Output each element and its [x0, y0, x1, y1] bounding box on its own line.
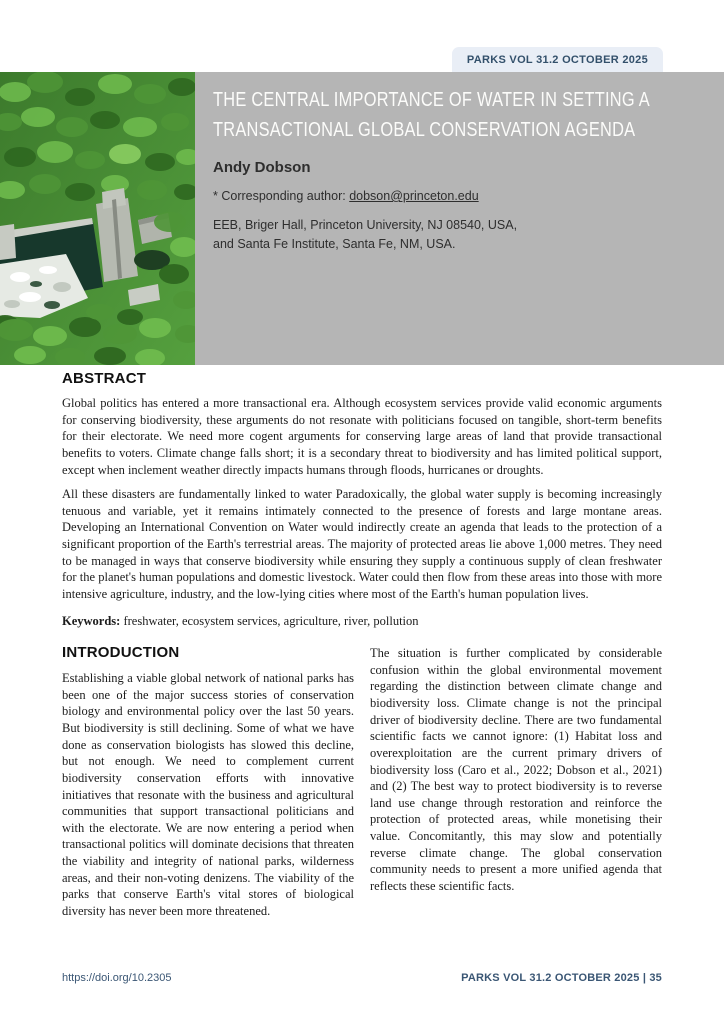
paper-title-line-1: THE CENTRAL IMPORTANCE OF WATER IN SETTING A: [213, 89, 650, 111]
keywords-line: [62, 613, 662, 630]
dam-forest-photo: [0, 72, 195, 365]
dam-forest-photo-art: [0, 72, 195, 365]
page-footer: [62, 972, 662, 984]
footer-issue-page-number: PARKS VOL 31.2 OCTOBER 2025 | 35: [461, 972, 662, 984]
introduction-columns: [62, 644, 662, 919]
introduction-left-column: [62, 644, 354, 919]
abstract-heading: ABSTRACT: [62, 370, 147, 387]
corresponding-author-line: [213, 189, 724, 203]
author-email-link[interactable]: dobson@princeton.edu: [349, 189, 479, 203]
keywords-label: Keywords:: [62, 613, 121, 628]
journal-issue-badge: PARKS VOL 31.2 OCTOBER 2025: [452, 47, 663, 72]
introduction-right-column: [370, 644, 662, 919]
paper-title: [213, 85, 724, 145]
abstract-paragraph-2: All these disasters are fundamentally linked to water Paradoxically, the global water supply is becoming increasingly tenuous and variable, yet it remains intimately connected to the presence of forests and large montane areas. Developing an International Convention on Water would indirectly create an agenda that leads to the protection of a significant proportion of the Earth's terrestrial areas. The majority of protected areas lie above 1,000 metres. They need to be managed in ways that conserve biodiversity while ensuring they supply a continuous supply of clean freshwater for the planet's human populations and domestic livestock. Water could then flow from these areas into those with more intensive agriculture, industry, and the low-lying cities where most of the Earth's human population lives.: [62, 487, 662, 601]
affiliation-line-2: and Santa Fe Institute, Santa Fe, NM, USA.: [213, 237, 456, 252]
introduction-right-paragraph: The situation is further complicated by considerable confusion within the global environmental movement regarding the distinction between climate change and biodiversity loss. Climate change is not the principal driver of biodiversity decline. There are two fundamental scientific facts we cannot ignore: (1) Habitat loss and overexploitation are the current primary drivers of biodiversity loss (Caro et al., 2022; Dobson et al., 2021) and (2) The best way to protect biodiversity is to reverse land use change through restoration and reinforce the protection of protected areas, while monetising their value. Concomitantly, this may slow and potentially reverse climate change. The global conservation community needs to present a more unified agenda that reflects these scientific facts.: [370, 646, 662, 893]
doi-link[interactable]: https://doi.org/10.2305: [62, 972, 172, 984]
introduction-left-paragraph: Establishing a viable global network of national parks has been one of the major success stories of conservation biology and environmental policy over the last 50 years. But biodiversity is still declining. Some of what we have done as conservation biologists has slowed this decline, but not enough. We need to complement current biodiversity conservation efforts with innovative initiatives that resonate with the business and agricultural communities that support transactional politicians and with the electorate. We are now entering a period when transactional politics will dominate decisions that threaten the viability and integrity of national parks, wilderness areas, and their non-voting denizens. The viability of the parks that conserve Earth's vital stores of biological diversity has never been more threatened.: [62, 671, 354, 918]
header-banner: [0, 72, 676, 365]
author-name: Andy Dobson: [213, 159, 311, 176]
introduction-heading: INTRODUCTION: [62, 644, 180, 662]
affiliation-line-1: EEB, Briger Hall, Princeton University, NJ 08540, USA,: [213, 218, 518, 232]
header-text-panel: [195, 72, 724, 365]
abstract-paragraph-1: Global politics has entered a more transactional era. Although ecosystem services provide valid economic arguments for conserving biodiversity, these arguments do not resonate with politicians focused on tangible, short-term benefits for their electorate. We need more cogent arguments for conserving large areas of land that provide transactional benefits to voters. Climate change falls short; it is a secondary threat to biodiversity and has limited political support, except when inclement weather directly impacts humans through floods, hurricanes or droughts.: [62, 396, 662, 477]
paper-title-line-2: TRANSACTIONAL GLOBAL CONSERVATION AGENDA: [213, 119, 636, 141]
keywords-list: freshwater, ecosystem services, agriculture, river, pollution: [123, 613, 419, 628]
affiliation: [213, 216, 724, 255]
article-body: [62, 370, 662, 920]
corresponding-author-label: * Corresponding author:: [213, 189, 350, 203]
